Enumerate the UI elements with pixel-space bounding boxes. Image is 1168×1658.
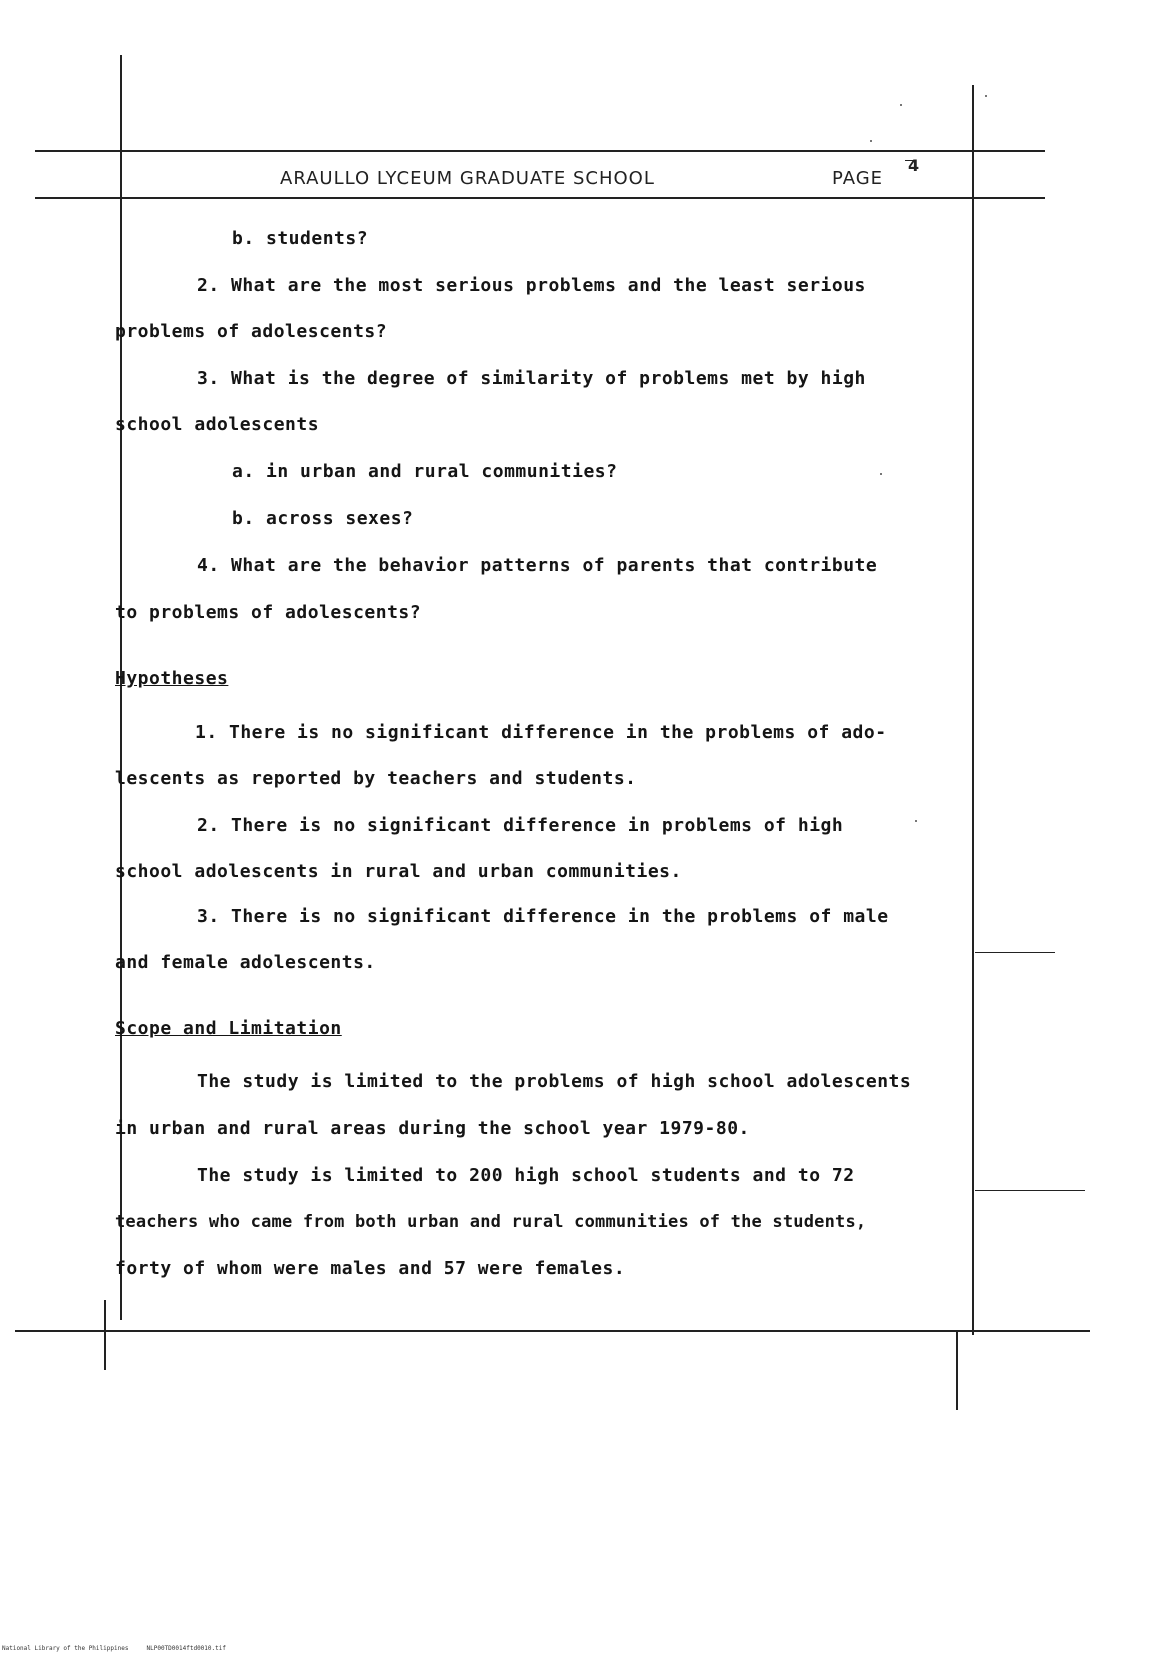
scan-footer: National Library of the Philippines NLP00TD0014ftd0010.tif (2, 1645, 226, 1652)
text-line: 1. There is no significant difference in the problems of ado- (195, 722, 887, 743)
text-line: to problems of adolescents? (115, 602, 422, 623)
scan-speck (900, 104, 902, 106)
page-number: 4 (908, 156, 921, 175)
text-line: b. students? (232, 228, 369, 249)
text-line: 3. There is no significant difference in the problems of male (197, 906, 889, 927)
header-bottom-rule (35, 197, 1045, 199)
text-line: 4. What are the behavior patterns of parents that contribute (197, 555, 878, 576)
text-line: problems of adolescents? (115, 321, 388, 342)
text-line: The study is limited to the problems of high school adolescents (197, 1071, 912, 1092)
header-top-rule (35, 150, 1045, 152)
left-margin-rule-lower (104, 1300, 106, 1370)
right-margin-rule (972, 85, 974, 1335)
text-line: 3. What is the degree of similarity of problems met by high (197, 368, 866, 389)
text-line: 2. What are the most serious problems and the least serious (197, 275, 866, 296)
text-line: a. in urban and rural communities? (232, 461, 618, 482)
scan-speck (870, 140, 872, 142)
text-line: school adolescents (115, 414, 320, 435)
text-line: b. across sexes? (232, 508, 414, 529)
text-line: school adolescents in rural and urban communities. (115, 861, 682, 882)
section-heading-scope: Scope and Limitation (115, 1018, 342, 1039)
text-line: teachers who came from both urban and rural communities of the students, (115, 1212, 867, 1232)
text-line: in urban and rural areas during the school year 1979-80. (115, 1118, 750, 1139)
scan-speck (915, 820, 917, 822)
text-line: lescents as reported by teachers and students. (115, 768, 637, 789)
scan-speck (880, 473, 882, 475)
text-line: and female adolescents. (115, 952, 376, 973)
footer-rule (15, 1330, 1090, 1332)
margin-tick-right (975, 952, 1055, 953)
page-header (280, 156, 921, 194)
text-line: The study is limited to 200 high school students and to 72 (197, 1165, 855, 1186)
margin-tick-right (975, 1190, 1085, 1191)
page-label: PAGE (832, 168, 884, 189)
school-name: ARAULLO LYCEUM GRADUATE SCHOOL (280, 168, 655, 189)
right-margin-rule-lower (956, 1330, 958, 1410)
text-line: 2. There is no significant difference in problems of high (197, 815, 844, 836)
text-line: forty of whom were males and 57 were females. (115, 1258, 626, 1279)
section-heading-hypotheses: Hypotheses (115, 668, 229, 689)
scan-speck (985, 95, 987, 97)
